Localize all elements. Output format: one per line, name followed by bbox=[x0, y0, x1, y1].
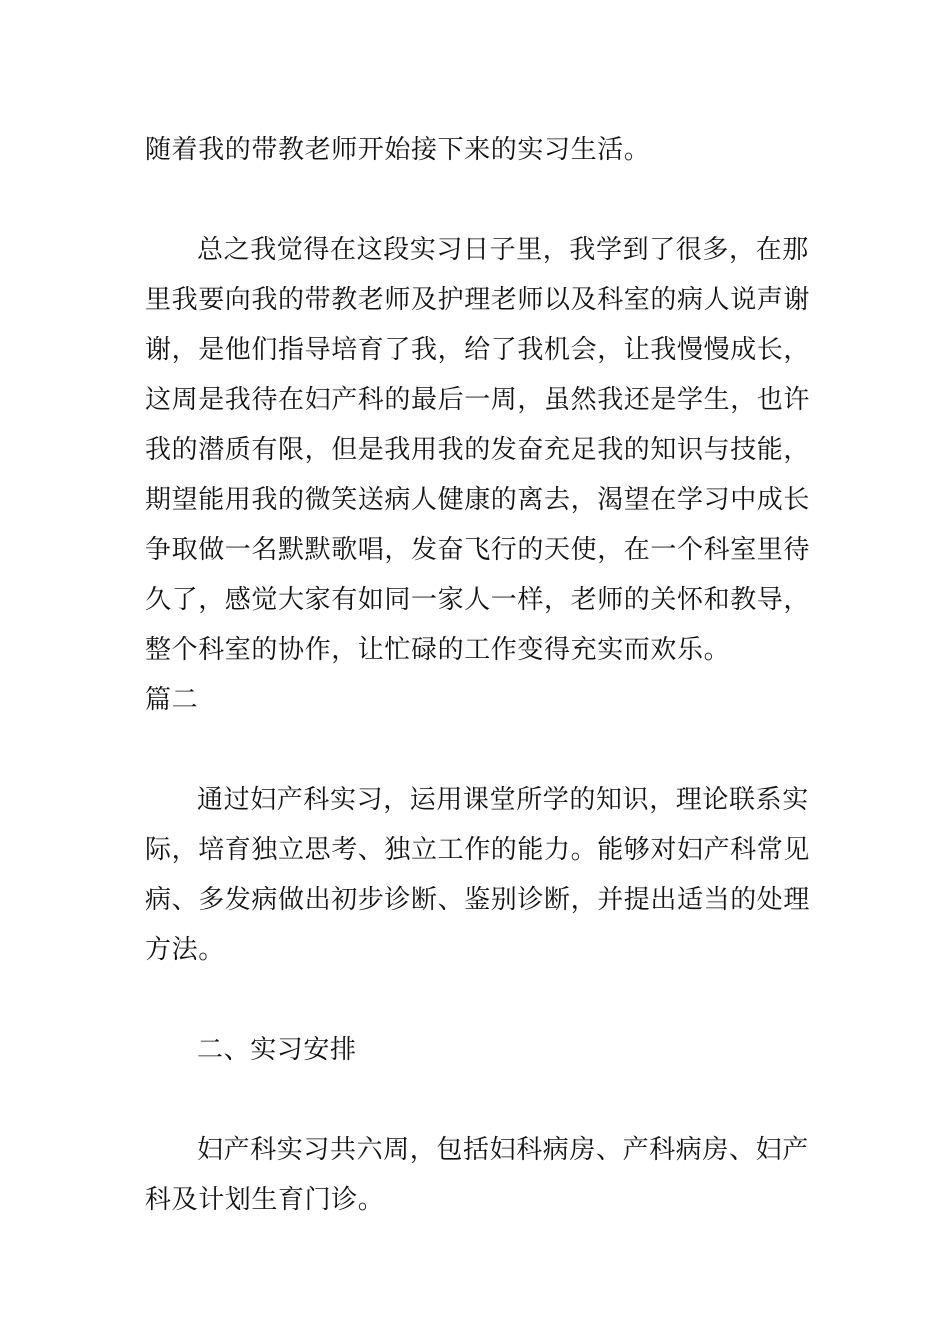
paragraph-3-line-3: 病、多发病做出初步诊断、鉴别诊断，并提出适当的处理 bbox=[145, 885, 811, 915]
paragraph-4-line-1: 妇产科实习共六周，包括妇科病房、产科病房、妇产 bbox=[197, 1135, 809, 1165]
paragraph-2-line-1: 总之我觉得在这段实习日子里，我学到了很多，在那 bbox=[197, 235, 809, 265]
paragraph-3-line-2: 际，培育独立思考、独立工作的能力。能够对妇产科常见 bbox=[145, 835, 811, 865]
paragraph-4-line-2: 科及计划生育门诊。 bbox=[145, 1185, 385, 1215]
section-title: 篇二 bbox=[145, 685, 199, 715]
paragraph-1-line-1: 随着我的带教老师开始接下来的实习生活。 bbox=[145, 135, 651, 165]
paragraph-2-line-4: 这周是我待在妇产科的最后一周，虽然我还是学生，也许 bbox=[145, 385, 811, 415]
paragraph-2-line-9: 整个科室的协作，让忙碌的工作变得充实而欢乐。 bbox=[145, 635, 731, 665]
paragraph-2-line-6: 期望能用我的微笑送病人健康的离去，渴望在学习中成长 bbox=[145, 485, 811, 515]
heading-internship-arrangement: 二、实习安排 bbox=[197, 1035, 357, 1065]
paragraph-2-line-3: 谢，是他们指导培育了我，给了我机会，让我慢慢成长， bbox=[145, 335, 811, 365]
paragraph-2-line-2: 里我要向我的带教老师及护理老师以及科室的病人说声谢 bbox=[145, 285, 811, 315]
paragraph-2-line-7: 争取做一名默默歌唱，发奋飞行的天使，在一个科室里待 bbox=[145, 535, 811, 565]
paragraph-2-line-8: 久了，感觉大家有如同一家人一样，老师的关怀和教导， bbox=[145, 585, 811, 615]
paragraph-3-line-1: 通过妇产科实习，运用课堂所学的知识，理论联系实 bbox=[197, 785, 809, 815]
paragraph-3-line-4: 方法。 bbox=[145, 935, 225, 965]
paragraph-2-line-5: 我的潜质有限，但是我用我的发奋充足我的知识与技能， bbox=[145, 435, 811, 465]
